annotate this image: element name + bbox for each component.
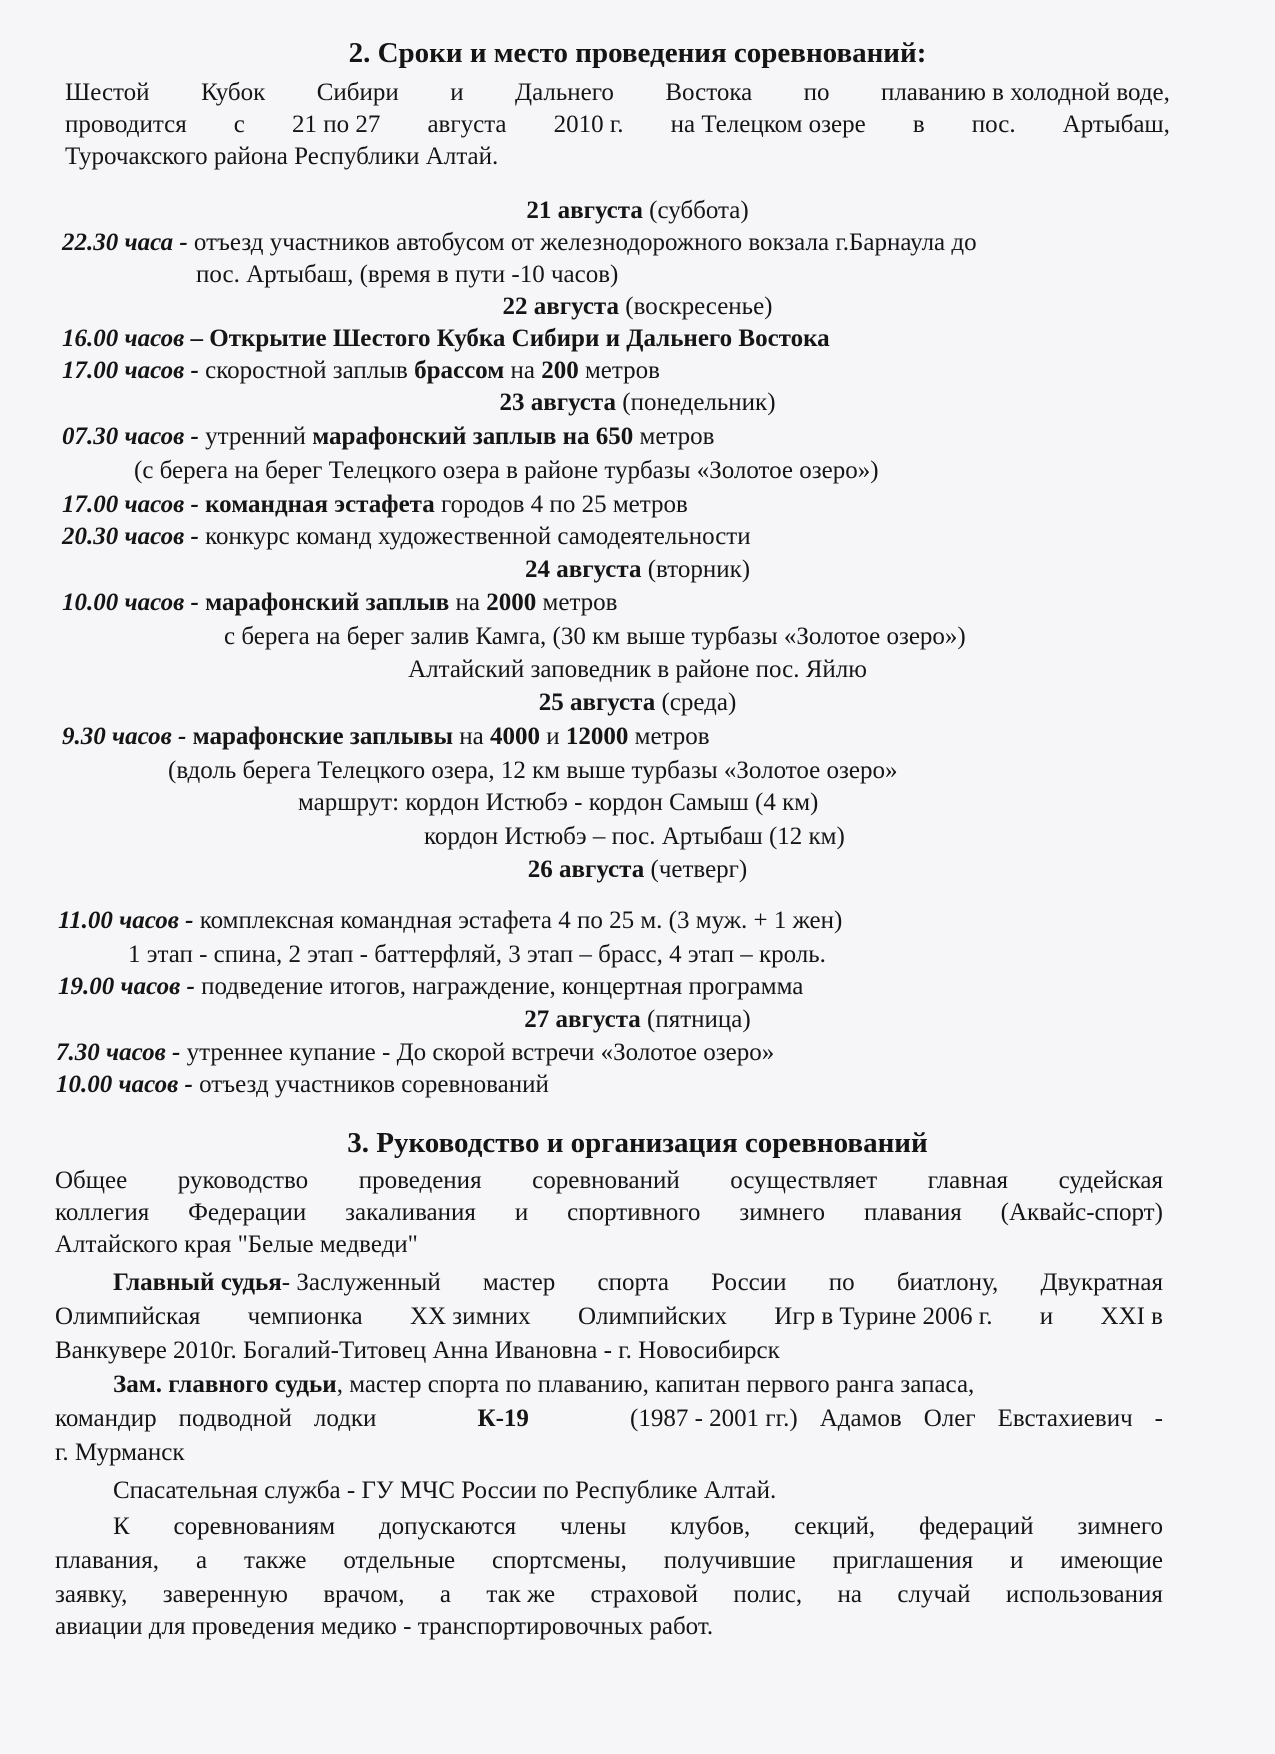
word: случай [897,1581,971,1608]
word: судейская [1058,1167,1163,1194]
section-3-heading: 3. Руководство и организация соревнований [347,1127,928,1159]
word: лодки [313,1405,377,1432]
word: Олимпийских [577,1303,727,1330]
rescue-service-line: Спасательная служба - ГУ МЧС России по Республике Алтай. [113,1477,777,1504]
word: с [233,111,245,138]
deputy-judge-label: Зам. главного судьи [113,1371,337,1398]
word: соревнований [532,1167,680,1194]
word: Артыбаш, [1062,111,1170,138]
schedule-entry-2230-cont: пос. Артыбаш, (время в пути -10 часов) [196,261,619,288]
word: - Заслуженный [281,1269,441,1296]
word: заверенную [162,1581,288,1608]
word: Евстахиевич [997,1405,1133,1432]
word: главная [927,1167,1009,1194]
word: пос. [971,111,1016,138]
section-2-intro-line-3: Турочакского района Республики Алтай. [65,143,499,170]
schedule-entry-0730-aug27: 7.30 часов - утреннее купание - До скорой встречи «Золотое озеро» [56,1039,775,1066]
chief-judge-line-3: Ванкувере 2010г. Богалий-Титовец Анна Ивановна - г. Новосибирск [55,1337,780,1364]
word: члены [559,1513,627,1540]
word: Общее [55,1167,128,1194]
word: чемпионка [247,1303,363,1330]
word: осуществляет [730,1167,878,1194]
word: Адамов [819,1405,902,1432]
word: заявку, [55,1581,128,1608]
word: командир [55,1405,157,1432]
word: подводной [178,1405,292,1432]
word: а [439,1581,451,1608]
section-2-intro-line-2 [65,110,1170,140]
word: Федерации [188,1199,307,1226]
schedule-entry-1900: 19.00 часов - подведение итогов, награждение, концертная программа [58,973,804,1000]
admission-line-2 [55,1546,1163,1576]
schedule-entry-1000-cont-1: с берега на берег залив Камга, (30 км выше турбазы «Золотое озеро») [224,623,966,650]
word: врачом, [323,1581,405,1608]
deputy-judge-line-2 [55,1404,1163,1434]
admission-line-3 [55,1580,1163,1610]
word: допускаются [378,1513,517,1540]
word: получившие [663,1547,796,1574]
word: Двукратная [1040,1269,1163,1296]
word: секций, [794,1513,876,1540]
section-2-heading: 2. Сроки и место проведения соревнований: [348,37,927,69]
schedule-entry-1100: 11.00 часов - комплексная командная эстафета 4 по 25 м. (3 муж. + 1 жен) [58,907,843,934]
schedule-entry-0730: 07.30 часов - утренний марафонский заплыв на 650 метров [62,423,715,450]
admission-line-4: авиации для проведения медико - транспортировочных работ. [55,1613,714,1640]
word: Олимпийская [55,1303,201,1330]
word: Шестой [65,79,150,106]
date-heading-26: 26 августа (четверг) [527,856,748,883]
date-heading-23: 23 августа (понедельник) [499,389,776,416]
word: имеющие [1060,1547,1163,1574]
schedule-entry-1000-aug27: 10.00 часов - отъезд участников соревнований [56,1071,549,1098]
date-heading-27: 27 августа (пятница) [524,1006,751,1033]
schedule-entry-1700-relay: 17.00 часов - командная эстафета городов 4 по 25 метров [62,491,688,518]
section-3-p1-line-2 [55,1198,1163,1228]
word: мастер [482,1269,556,1296]
section-3-p1-line-1 [55,1166,1163,1196]
word: федераций [918,1513,1034,1540]
word: плавания, [55,1547,160,1574]
schedule-entry-1700: 17.00 часов - скоростной заплыв брассом на 200 метров [62,357,660,384]
word: проводится [65,111,187,138]
schedule-entry-1600: 16.00 часов – Открытие Шестого Кубка Сибири и Дальнего Востока [62,325,830,352]
schedule-entry-1000-cont-2: Алтайский заповедник в районе пос. Яйлю [408,656,867,683]
word: биатлону, [896,1269,999,1296]
word: XXI в [1100,1303,1163,1330]
word: также [243,1547,307,1574]
chief-judge-line-2 [55,1302,1163,1332]
word: коллегия [55,1199,150,1226]
date-heading-22: 22 августа (воскресенье) [502,293,773,320]
word: на [837,1581,862,1608]
word: 2010 г. [553,111,624,138]
word: Дальнего [515,79,614,106]
date-heading-24: 24 августа (вторник) [524,556,751,583]
schedule-entry-0930-cont-2: маршрут: кордон Истюбэ - кордон Самыш (4 км) [298,789,819,816]
deputy-judge-line-1: Зам. главного судьи, мастер спорта по плаванию, капитан первого ранга запаса, [113,1371,975,1398]
word: проведения [358,1167,482,1194]
schedule-entry-2230: 22.30 часа - отъезд участников автобусом от железнодорожного вокзала г.Барнаула до [62,229,977,256]
word: и [514,1199,529,1226]
word: полис, [733,1581,803,1608]
word: (1987 - 2001 гг.) [630,1405,798,1432]
word: Игр в Турине 2006 г. [774,1303,993,1330]
deputy-judge-line-3: г. Мурманск [55,1439,185,1466]
word: 21 по 27 [291,111,381,138]
word: и [1010,1547,1024,1574]
schedule-entry-0930-cont-1: (вдоль берега Телецкого озера, 12 км выше турбазы «Золотое озеро» [168,757,898,784]
word: (Аквайс-спорт) [1000,1199,1163,1226]
word: и [1039,1303,1054,1330]
word: так же [486,1581,556,1608]
word: спортсмены, [492,1547,627,1574]
word: XX зимних [409,1303,531,1330]
word: зимнего [1077,1513,1163,1540]
section-3-p1-line-3: Алтайского края "Белые медведи" [55,1231,418,1258]
word: на Телецком озере [670,111,866,138]
word: по [828,1269,855,1296]
word: в [912,111,925,138]
word: Кубок [200,79,266,106]
word: спортивного [567,1199,701,1226]
schedule-entry-2030: 20.30 часов - конкурс команд художественной самодеятельности [62,523,751,550]
date-heading-21: 21 августа (суббота) [526,197,749,224]
schedule-entry-1100-cont: 1 этап - спина, 2 этап - баттерфляй, 3 этап – брасс, 4 этап – кроль. [128,941,826,968]
schedule-entry-0930-cont-3: кордон Истюбэ – пос. Артыбаш (12 км) [424,823,845,850]
word: приглашения [832,1547,974,1574]
word: соревнованиям [173,1513,336,1540]
word: России [711,1269,787,1296]
date-heading-25: 25 августа (среда) [538,689,737,716]
word: использования [1005,1581,1163,1608]
word: руководство [177,1167,309,1194]
word: клубов, [670,1513,751,1540]
word: К [113,1513,130,1540]
chief-judge-line-1 [113,1268,1163,1298]
word: спорта [597,1269,669,1296]
word: и [450,79,464,106]
word: закаливания [345,1199,476,1226]
word: Востока [665,79,753,106]
word: августа [427,111,507,138]
schedule-entry-0730-cont: (с берега на берег Телецкого озера в районе турбазы «Золотое озеро») [134,457,879,484]
submarine-name: К-19 [477,1405,529,1432]
word: а [195,1547,208,1574]
word: страховой [590,1581,698,1608]
word: по [803,79,830,106]
schedule-entry-0930: 9.30 часов - марафонские заплывы на 4000 и 12000 метров [62,723,710,750]
word: Сибири [316,79,399,106]
word: - [1154,1405,1163,1432]
schedule-entry-1000: 10.00 часов - марафонский заплыв на 2000 метров [62,589,618,616]
word: плаванию в холодной воде, [880,79,1170,106]
word: отдельные [343,1547,456,1574]
word: плавания [863,1199,962,1226]
section-2-intro-line-1 [65,78,1170,108]
word: Олег [923,1405,976,1432]
chief-judge-label: Главный судья [113,1269,282,1296]
word: зимнего [739,1199,826,1226]
admission-line-1 [113,1512,1163,1542]
chief-judge-line-1-text [282,1268,1163,1298]
